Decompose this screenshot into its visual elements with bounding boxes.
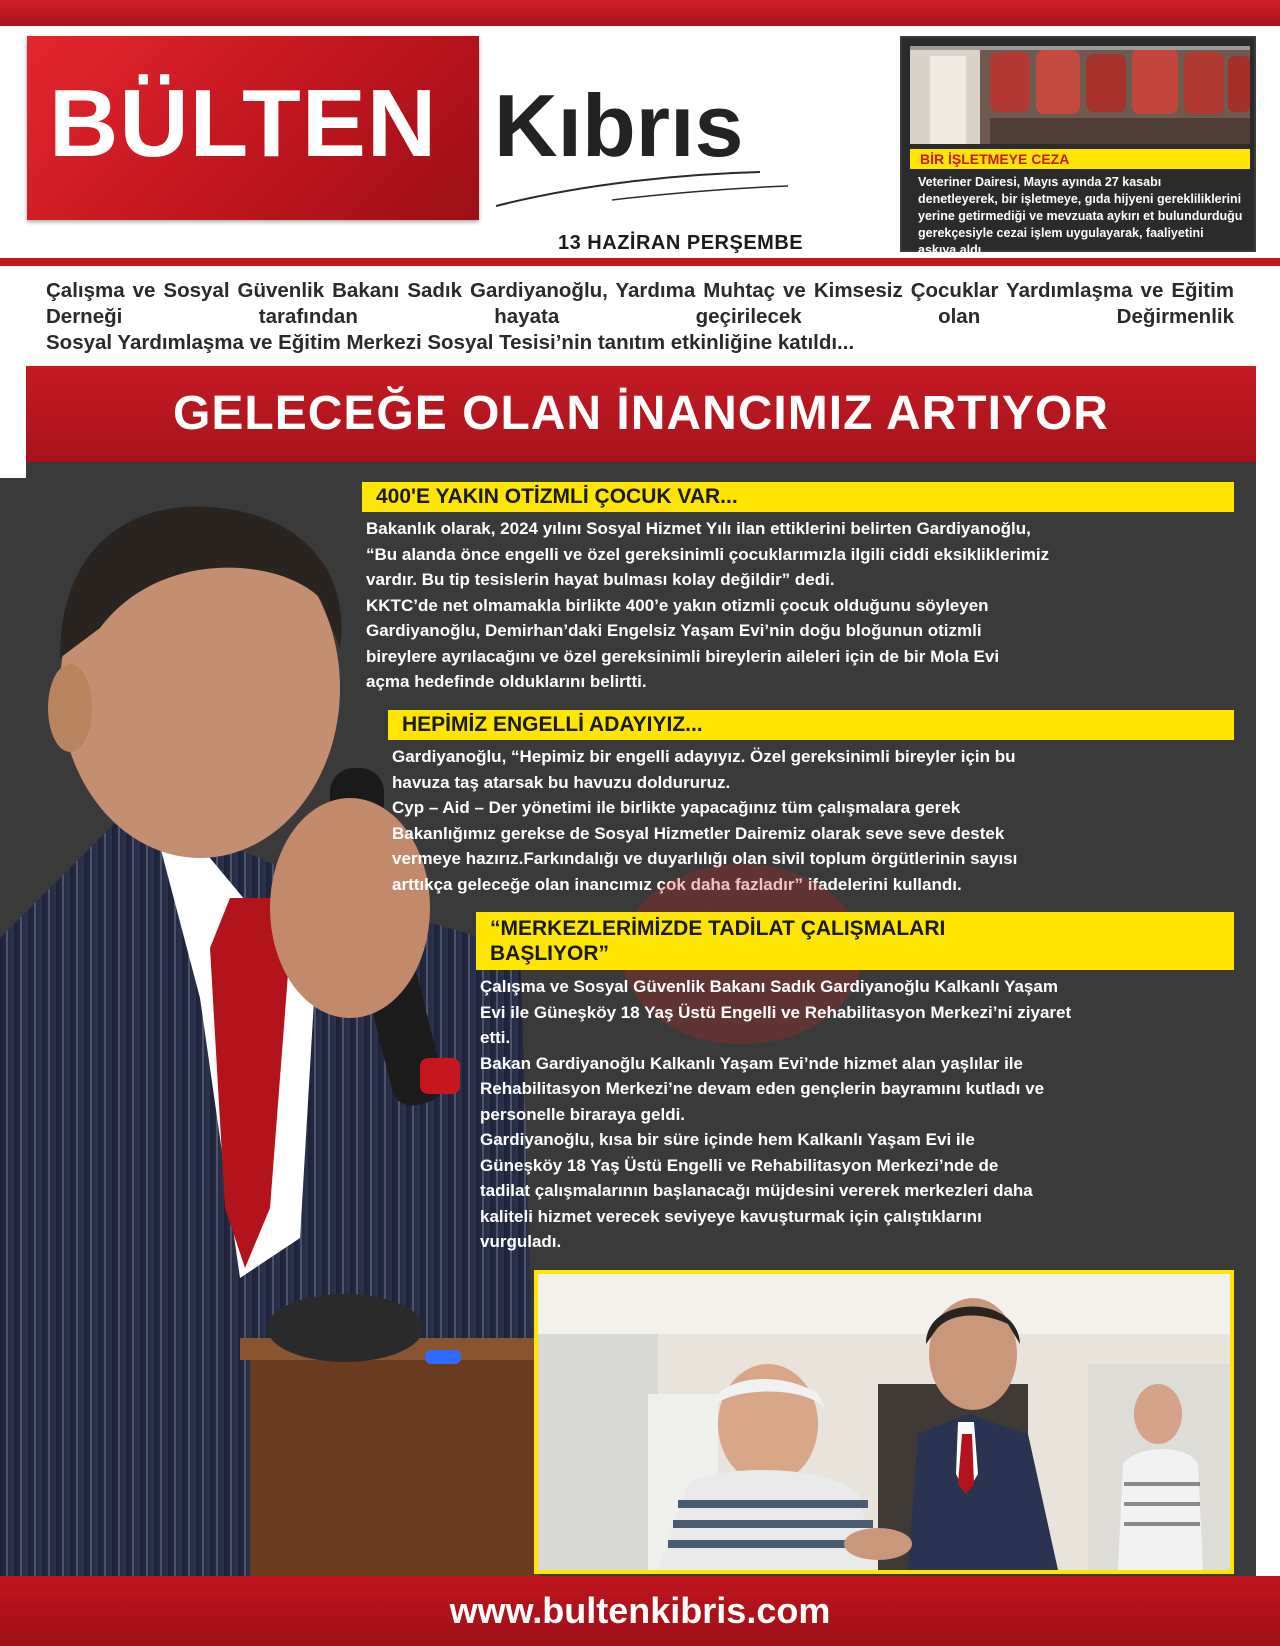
side-story-text: Veteriner Dairesi, Mayıs ayında 27 kasabı denetleyerek, bir işletmeye, gıda hijyeni gerekliliklerini yerine getirmediği ve mevzuata aykırı et bulundurduğu gerekçesiyle cezai işlem uygulayarak, faaliyetini askıya aldı.: [918, 175, 1243, 257]
logo-bulten-block[interactable]: [27, 36, 479, 220]
subhead-engelli: HEPİMİZ ENGELLİ ADAYIYIZ...: [388, 710, 1234, 740]
visit-photo: [534, 1270, 1234, 1574]
footer-website-link[interactable]: www.bultenkibris.com: [449, 1590, 831, 1631]
logo-swoosh-icon: [492, 170, 792, 210]
subhead-otizm: 400'E YAKIN OTİZMLİ ÇOCUK VAR...: [362, 482, 1234, 512]
issue-date: 13 HAZİRAN PERŞEMBE: [558, 232, 804, 254]
footer-bar: [0, 1576, 1280, 1646]
subhead-tadilat: “MERKEZLERİMİZDE TADİLAT ÇALIŞMALARI BAŞLIYOR”: [476, 912, 1234, 970]
logo-kibris-text: Kıbrıs: [494, 76, 744, 175]
section-engelli-body: Gardiyanoğlu, “Hepimiz bir engelli adayıyız. Özel gereksinimli bireyler için bu havuza taş atarsak bu havuzu doldururuz. Cyp – Aid – Der yönetimi ile birlikte yapacağınız tüm çalışmalara gerek Bakanlığımız gerekse de Sosyal Hizmetler Dairemiz olarak seve seve destek vermeye hazırız.Farkındalığı ve duyarlılığı olan sivil toplum örgütlerinin sayısı arttıkça geleceğe olan inancımız çok daha fazladır” ifadelerini kullandı.: [392, 747, 1018, 894]
masthead-divider: [0, 258, 1280, 266]
lede-paragraph: Çalışma ve Sosyal Güvenlik Bakanı Sadık Gardiyanoğlu, Yardıma Muhtaç ve Kimsesiz Çocuklar Yardımlaşma ve Eğitim Derneği tarafından hayata geçirilecek olan Değirmenlik: [46, 279, 1234, 328]
headline-bar: [26, 366, 1256, 462]
section-tadilat-body: Çalışma ve Sosyal Güvenlik Bakanı Sadık Gardiyanoğlu Kalkanlı Yaşam Evi ile Güneşköy 18 Yaş Üstü Engelli ve Rehabilitasyon Merkezi’ni ziyaret etti. Bakan Gardiyanoğlu Kalkanlı Yaşam Evi’nde hizmet alan yaşlılar ile Rehabilitasyon Merkezi’ne devam eden gençlerin bayramını kutladı ve personelle biraraya geldi. Gardiyanoğlu, kısa bir süre içinde hem Kalkanlı Yaşam Evi ile Güneşköy 18 Yaş Üstü Engelli ve Rehabilitasyon Merkezi’nde de tadilat çalışmalarının başlanacağı müjdesini vererek merkezleri daha kaliteli hizmet verecek seviyeye kavuşturmak için çalıştıklarını vurguladı.: [480, 977, 1072, 1251]
main-headline: GELECEĞE OLAN İNANCIMIZ ARTIYOR: [173, 387, 1109, 440]
logo-bulten-text: BÜLTEN: [49, 70, 438, 177]
side-story-tag: BİR İŞLETMEYE CEZA: [910, 149, 1250, 169]
section-otizm-body: Bakanlık olarak, 2024 yılını Sosyal Hizmet Yılı ilan ettiklerini belirten Gardiyanoğlu, “Bu alanda önce engelli ve özel gereksinimli çocuklarımızla ilgili ciddi eksikliklerimiz vardır. Bu tip tesislerin hayat bulması kolay değildir” dedi. KKTC’de net olmamakla birlikte 400’e yakın otizmli çocuk olduğunu söyleyen Gardiyanoğlu, Demirhan’daki Engelsiz Yaşam Evi’nin doğu bloğunun otizmli bireylere ayrılacağını ve özel gereksinimli bireylerin aileleri için de bir Mola Evi açma hedefinde olduklarını belirtti.: [366, 519, 1050, 691]
side-story-photo: [910, 46, 1250, 144]
side-story-box[interactable]: [900, 36, 1256, 257]
top-red-bar: [0, 0, 1280, 26]
lede-paragraph-end: Sosyal Yardımlaşma ve Eğitim Merkezi Sosyal Tesisi’nin tanıtım etkinliğine katıldı...: [46, 331, 855, 354]
